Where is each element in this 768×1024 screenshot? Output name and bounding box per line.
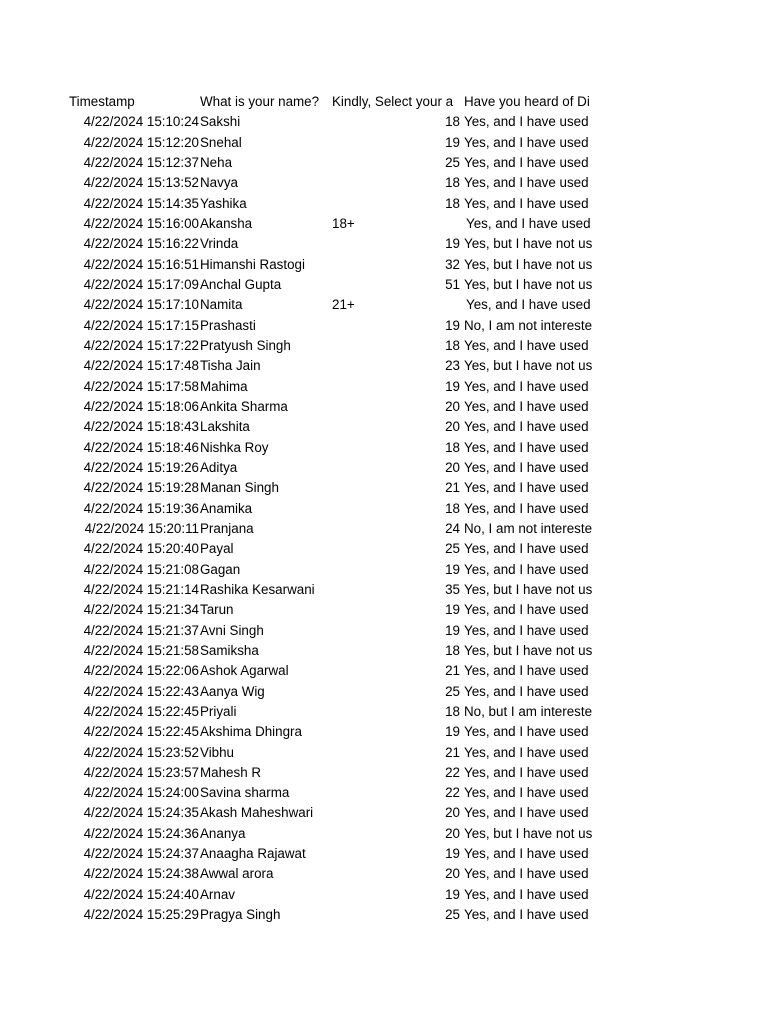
- cell-age-value: 20: [445, 419, 460, 435]
- cell-heard: Yes, and I have used: [464, 398, 589, 414]
- cell-timestamp: 4/22/2024 15:14:35: [83, 195, 199, 211]
- cell-name: Anchal Gupta: [200, 276, 282, 292]
- cell-age-value: 51: [445, 276, 460, 292]
- table-row: [0, 295, 768, 315]
- table-row: [0, 580, 768, 600]
- cell-name: Snehal: [200, 134, 242, 150]
- table-row: [0, 702, 768, 722]
- cell-heard: Yes, but I have not us: [464, 825, 593, 841]
- cell-age-value: 25: [445, 154, 460, 170]
- cell-timestamp: 4/22/2024 15:19:36: [83, 500, 199, 516]
- table-row: [0, 112, 768, 132]
- table-row: [0, 336, 768, 356]
- cell-name: Ankita Sharma: [200, 398, 288, 414]
- cell-age-value: 18: [445, 175, 460, 191]
- cell-timestamp: 4/22/2024 15:24:38: [83, 866, 199, 882]
- cell-heard: Yes, and I have used: [464, 785, 589, 801]
- cell-heard: Yes, and I have used: [466, 215, 591, 231]
- cell-timestamp: 4/22/2024 15:17:48: [83, 358, 199, 374]
- cell-heard: Yes, and I have used: [464, 886, 589, 902]
- cell-heard: Yes, but I have not us: [464, 236, 593, 252]
- cell-age-value: 18: [445, 703, 460, 719]
- cell-age: [332, 153, 462, 173]
- table-row: [0, 560, 768, 580]
- cell-heard: Yes, and I have used: [464, 114, 589, 130]
- cell-timestamp: 4/22/2024 15:25:29: [83, 907, 199, 923]
- cell-age-value: 22: [445, 785, 460, 801]
- cell-heard: Yes, and I have used: [464, 744, 589, 760]
- cell-age: [332, 255, 462, 275]
- cell-timestamp: 4/22/2024 15:18:43: [83, 419, 199, 435]
- table-row: [0, 275, 768, 295]
- cell-age-value: 18: [445, 642, 460, 658]
- cell-name: Namita: [200, 297, 243, 313]
- cell-age-value: 21+: [332, 297, 355, 313]
- cell-heard: Yes, and I have used: [464, 866, 589, 882]
- cell-age: [332, 214, 462, 234]
- cell-age-value: 23: [445, 358, 460, 374]
- cell-name: Arnav: [200, 886, 235, 902]
- cell-age-value: 19: [445, 317, 460, 333]
- cell-timestamp: 4/22/2024 15:23:52: [83, 744, 199, 760]
- cell-name: Akshima Dhingra: [200, 724, 302, 740]
- cell-timestamp: 4/22/2024 15:21:37: [83, 622, 199, 638]
- cell-name: Savina sharma: [200, 785, 290, 801]
- cell-heard: Yes, and I have used: [464, 683, 589, 699]
- cell-name: Pratyush Singh: [200, 337, 291, 353]
- cell-heard: Yes, but I have not us: [464, 276, 593, 292]
- cell-heard: Yes, and I have used: [464, 541, 589, 557]
- cell-timestamp: 4/22/2024 15:12:37: [83, 154, 199, 170]
- table-row: [0, 844, 768, 864]
- cell-age: [332, 397, 462, 417]
- cell-age-value: 19: [445, 724, 460, 740]
- cell-age: [332, 295, 462, 315]
- cell-heard: Yes, and I have used: [464, 561, 589, 577]
- table-row: [0, 519, 768, 539]
- cell-heard: No, I am not intereste: [464, 520, 593, 536]
- header-age: Kindly, Select your a: [332, 94, 454, 109]
- table-row: [0, 600, 768, 620]
- cell-name: Awwal arora: [200, 866, 274, 882]
- cell-age-value: 18: [445, 337, 460, 353]
- cell-age-value: 20: [445, 866, 460, 882]
- cell-age: [332, 641, 462, 661]
- cell-age: [332, 763, 462, 783]
- cell-timestamp: 4/22/2024 15:17:10: [83, 297, 199, 313]
- cell-age: [332, 905, 462, 925]
- table-row: [0, 763, 768, 783]
- cell-timestamp: 4/22/2024 15:22:06: [83, 663, 199, 679]
- table-row: [0, 661, 768, 681]
- cell-heard: Yes, and I have used: [464, 846, 589, 862]
- cell-timestamp: 4/22/2024 15:17:09: [83, 276, 199, 292]
- cell-age-value: 25: [445, 683, 460, 699]
- cell-age-value: 21: [445, 663, 460, 679]
- cell-age: [332, 112, 462, 132]
- cell-name: Mahesh R: [200, 764, 262, 780]
- cell-name: Mahima: [200, 378, 248, 394]
- cell-age: [332, 560, 462, 580]
- cell-timestamp: 4/22/2024 15:21:14: [83, 581, 199, 597]
- cell-heard: Yes, and I have used: [464, 602, 589, 618]
- cell-name: Samiksha: [200, 642, 259, 658]
- header-timestamp: Timestamp: [69, 94, 135, 109]
- cell-timestamp: 4/22/2024 15:21:08: [83, 561, 199, 577]
- cell-name: Manan Singh: [200, 480, 279, 496]
- cell-name: Gagan: [200, 561, 241, 577]
- table-row: [0, 417, 768, 437]
- cell-name: Vibhu: [200, 744, 235, 760]
- cell-age: [332, 417, 462, 437]
- cell-name: Anamika: [200, 500, 253, 516]
- table-row: [0, 397, 768, 417]
- cell-age: [332, 539, 462, 559]
- cell-timestamp: 4/22/2024 15:16:00: [83, 215, 199, 231]
- cell-age: [332, 600, 462, 620]
- table-row: [0, 682, 768, 702]
- cell-age-value: 20: [445, 825, 460, 841]
- cell-heard: Yes, and I have used: [464, 195, 589, 211]
- cell-timestamp: 4/22/2024 15:24:37: [83, 846, 199, 862]
- table-row: [0, 803, 768, 823]
- cell-timestamp: 4/22/2024 15:13:52: [83, 175, 199, 191]
- cell-age: [332, 783, 462, 803]
- cell-timestamp: 4/22/2024 15:22:45: [83, 724, 199, 740]
- cell-name: Akansha: [200, 215, 253, 231]
- cell-age: [332, 661, 462, 681]
- cell-age: [332, 336, 462, 356]
- cell-name: Sakshi: [200, 114, 241, 130]
- cell-timestamp: 4/22/2024 15:24:35: [83, 805, 199, 821]
- cell-heard: Yes, and I have used: [464, 378, 589, 394]
- table-body: [0, 112, 768, 925]
- cell-age: [332, 803, 462, 823]
- spreadsheet: [0, 92, 768, 925]
- cell-timestamp: 4/22/2024 15:17:15: [83, 317, 199, 333]
- cell-heard: Yes, and I have used: [464, 439, 589, 455]
- cell-heard: Yes, but I have not us: [464, 581, 593, 597]
- table-row: [0, 824, 768, 844]
- cell-age: [332, 682, 462, 702]
- cell-timestamp: 4/22/2024 15:23:57: [83, 764, 199, 780]
- cell-timestamp: 4/22/2024 15:24:40: [83, 886, 199, 902]
- cell-age: [332, 824, 462, 844]
- cell-name: Tisha Jain: [200, 358, 261, 374]
- cell-age-value: 18: [445, 500, 460, 516]
- cell-age: [332, 478, 462, 498]
- table-row: [0, 356, 768, 376]
- cell-age-value: 18: [445, 195, 460, 211]
- table-row: [0, 743, 768, 763]
- cell-name: Nishka Roy: [200, 439, 269, 455]
- cell-age: [332, 133, 462, 153]
- cell-name: Himanshi Rastogi: [200, 256, 305, 272]
- table-row: [0, 133, 768, 153]
- cell-heard: No, but I am intereste: [464, 703, 593, 719]
- cell-name: Tarun: [200, 602, 234, 618]
- cell-timestamp: 4/22/2024 15:18:46: [83, 439, 199, 455]
- cell-age-value: 19: [445, 134, 460, 150]
- cell-timestamp: 4/22/2024 15:21:34: [83, 602, 199, 618]
- cell-age-value: 25: [445, 907, 460, 923]
- cell-name: Avni Singh: [200, 622, 264, 638]
- table-row: [0, 499, 768, 519]
- cell-timestamp: 4/22/2024 15:24:00: [83, 785, 199, 801]
- cell-name: Rashika Kesarwani: [200, 581, 315, 597]
- cell-age-value: 19: [445, 622, 460, 638]
- cell-age-value: 35: [445, 581, 460, 597]
- cell-timestamp: 4/22/2024 15:18:06: [83, 398, 199, 414]
- table-row: [0, 864, 768, 884]
- cell-name: Pragya Singh: [200, 907, 281, 923]
- table-row: [0, 377, 768, 397]
- cell-name: Payal: [200, 541, 234, 557]
- cell-timestamp: 4/22/2024 15:22:45: [83, 703, 199, 719]
- cell-age-value: 18+: [332, 215, 355, 231]
- cell-age-value: 20: [445, 398, 460, 414]
- cell-heard: Yes, but I have not us: [464, 256, 593, 272]
- cell-timestamp: 4/22/2024 15:10:24: [83, 114, 199, 130]
- header-row: [0, 92, 768, 112]
- table-row: [0, 173, 768, 193]
- cell-age-value: 18: [445, 439, 460, 455]
- cell-name: Navya: [200, 175, 238, 191]
- cell-age-value: 19: [445, 561, 460, 577]
- cell-age-value: 19: [445, 236, 460, 252]
- cell-heard: Yes, and I have used: [464, 154, 589, 170]
- cell-name: Lakshita: [200, 419, 250, 435]
- cell-name: Priyali: [200, 703, 237, 719]
- table-row: [0, 214, 768, 234]
- table-row: [0, 478, 768, 498]
- table-row: [0, 234, 768, 254]
- cell-age: [332, 275, 462, 295]
- cell-timestamp: 4/22/2024 15:16:22: [83, 236, 199, 252]
- cell-age: [332, 316, 462, 336]
- cell-heard: Yes, but I have not us: [464, 358, 593, 374]
- cell-heard: Yes, and I have used: [464, 907, 589, 923]
- cell-age: [332, 864, 462, 884]
- cell-age-value: 22: [445, 764, 460, 780]
- table-row: [0, 153, 768, 173]
- table-row: [0, 539, 768, 559]
- cell-timestamp: 4/22/2024 15:24:36: [83, 825, 199, 841]
- cell-age: [332, 621, 462, 641]
- cell-heard: Yes, and I have used: [464, 134, 589, 150]
- cell-name: Aditya: [200, 459, 238, 475]
- cell-name: Ashok Agarwal: [200, 663, 289, 679]
- table-row: [0, 255, 768, 275]
- cell-name: Vrinda: [200, 236, 239, 252]
- cell-timestamp: 4/22/2024 15:17:22: [83, 337, 199, 353]
- cell-heard: Yes, and I have used: [464, 622, 589, 638]
- cell-timestamp: 4/22/2024 15:12:20: [83, 134, 199, 150]
- cell-age: [332, 234, 462, 254]
- cell-age: [332, 702, 462, 722]
- cell-heard: Yes, and I have used: [464, 480, 589, 496]
- cell-heard: Yes, and I have used: [464, 500, 589, 516]
- cell-timestamp: 4/22/2024 15:22:43: [83, 683, 199, 699]
- cell-age-value: 20: [445, 805, 460, 821]
- cell-heard: Yes, and I have used: [464, 724, 589, 740]
- cell-age-value: 21: [445, 480, 460, 496]
- cell-timestamp: 4/22/2024 15:16:51: [83, 256, 199, 272]
- cell-age-value: 19: [445, 378, 460, 394]
- table-row: [0, 316, 768, 336]
- cell-heard: Yes, and I have used: [464, 663, 589, 679]
- cell-name: Yashika: [200, 195, 247, 211]
- cell-timestamp: 4/22/2024 15:19:28: [83, 480, 199, 496]
- cell-timestamp: 4/22/2024 15:20:40: [83, 541, 199, 557]
- cell-name: Neha: [200, 154, 233, 170]
- table-row: [0, 621, 768, 641]
- cell-age-value: 19: [445, 846, 460, 862]
- cell-heard: No, I am not intereste: [464, 317, 593, 333]
- cell-age: [332, 844, 462, 864]
- cell-timestamp: 4/22/2024 15:17:58: [83, 378, 199, 394]
- cell-name: Anaagha Rajawat: [200, 846, 306, 862]
- cell-name: Aanya Wig: [200, 683, 265, 699]
- cell-age: [332, 438, 462, 458]
- cell-age-value: 19: [445, 602, 460, 618]
- cell-age: [332, 499, 462, 519]
- cell-age-value: 19: [445, 886, 460, 902]
- header-heard: Have you heard of Di: [464, 94, 590, 109]
- cell-timestamp: 4/22/2024 15:20:11: [84, 520, 199, 536]
- table-row: [0, 722, 768, 742]
- cell-age-value: 25: [445, 541, 460, 557]
- cell-age-value: 18: [445, 114, 460, 130]
- cell-age-value: 32: [445, 256, 460, 272]
- cell-heard: Yes, and I have used: [464, 419, 589, 435]
- cell-name: Akash Maheshwari: [200, 805, 314, 821]
- cell-name: Ananya: [200, 825, 246, 841]
- cell-age: [332, 356, 462, 376]
- table-row: [0, 905, 768, 925]
- table-row: [0, 458, 768, 478]
- cell-age-value: 24: [445, 520, 460, 536]
- cell-age: [332, 519, 462, 539]
- table-row: [0, 641, 768, 661]
- cell-age-value: 21: [445, 744, 460, 760]
- table-row: [0, 885, 768, 905]
- cell-heard: Yes, and I have used: [464, 764, 589, 780]
- cell-heard: Yes, and I have used: [464, 175, 589, 191]
- cell-age: [332, 173, 462, 193]
- header-name: What is your name?: [200, 94, 320, 109]
- cell-heard: Yes, and I have used: [464, 337, 589, 353]
- table-row: [0, 194, 768, 214]
- cell-age-value: 20: [445, 459, 460, 475]
- cell-age: [332, 722, 462, 742]
- cell-heard: Yes, but I have not us: [464, 642, 593, 658]
- cell-timestamp: 4/22/2024 15:21:58: [83, 642, 199, 658]
- cell-age: [332, 885, 462, 905]
- cell-heard: Yes, and I have used: [466, 297, 591, 313]
- cell-name: Pranjana: [200, 520, 254, 536]
- cell-timestamp: 4/22/2024 15:19:26: [83, 459, 199, 475]
- cell-heard: Yes, and I have used: [464, 805, 589, 821]
- table-row: [0, 783, 768, 803]
- table-row: [0, 438, 768, 458]
- cell-age: [332, 743, 462, 763]
- cell-name: Prashasti: [200, 317, 256, 333]
- cell-age: [332, 580, 462, 600]
- cell-age: [332, 458, 462, 478]
- cell-age: [332, 377, 462, 397]
- cell-age: [332, 194, 462, 214]
- cell-heard: Yes, and I have used: [464, 459, 589, 475]
